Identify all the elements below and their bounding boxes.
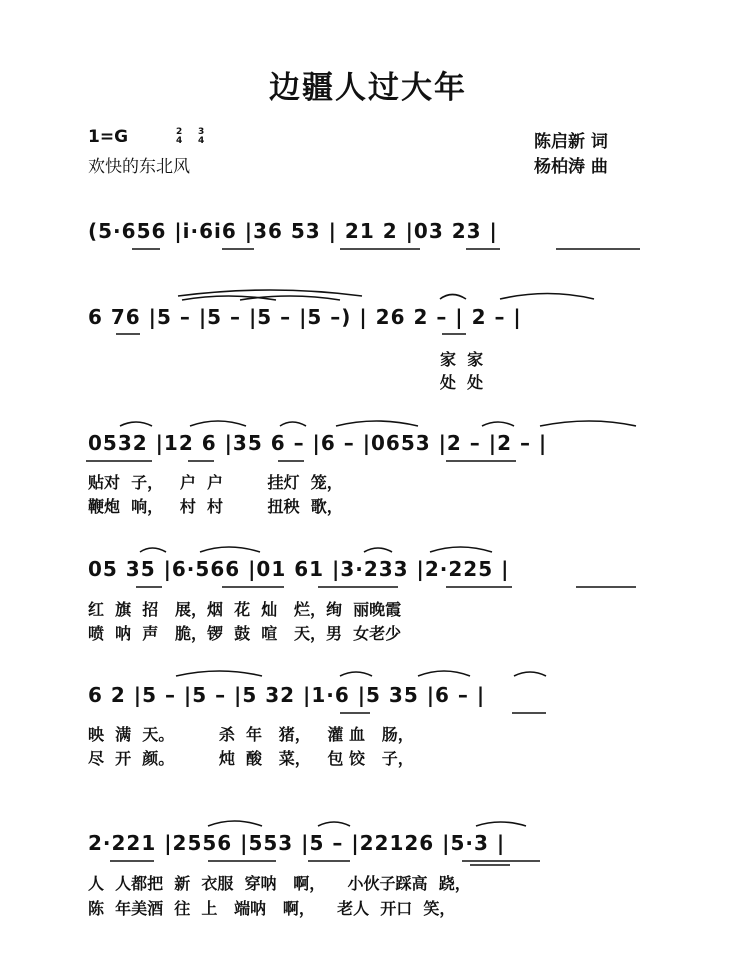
system-2-lyrics-1: 家 家 — [440, 350, 484, 369]
time-signature-3-4: 3 4 — [198, 127, 205, 146]
lyricist: 陈启新 词 — [534, 132, 608, 152]
system-3-notes: 0532 |12 6 |35 6 – |6 – |0653 |2 – |2 – | — [88, 431, 548, 455]
system-5-notes: 6 2 |5 – |5 – |5 32 |1·6 |5 35 |6 – | — [88, 683, 486, 707]
key-signature: 1=G — [88, 127, 129, 147]
system-5-lyrics-2: 尽 开 颜。 炖 酸 菜， 包 饺 子， — [88, 749, 414, 768]
system-6-lyrics-2: 陈 年美酒 往 上 端呐 啊， 老人 开口 笑， — [88, 899, 456, 918]
system-3-lyrics-1: 贴对 子， 户 户 挂灯 笼， — [88, 473, 343, 492]
system-6-lyrics-1: 人 人都把 新 衣服 穿呐 啊， 小伙子踩高 跷， — [88, 874, 471, 893]
time-signature-2-4: 2 4 — [176, 127, 183, 146]
song-title: 边疆人过大年 — [269, 70, 467, 106]
system-4-lyrics-2: 喷 呐 声 脆，锣 鼓 喧 天，男 女老少 — [88, 624, 402, 643]
system-2-lyrics-2: 处 处 — [440, 373, 484, 392]
system-1-notes: (5·656 |i·6i6 |36 53 | 21 2 |03 23 | — [88, 219, 498, 243]
system-3-lyrics-2: 鞭炮 响， 村 村 扭秧 歌， — [88, 497, 343, 516]
system-4-notes: 05 35 |6·566 |01 61 |3·233 |2·225 | — [88, 557, 510, 581]
system-5-lyrics-1: 映 满 天。 杀 年 猪， 灌 血 肠， — [88, 725, 414, 744]
system-4-lyrics-1: 红 旗 招 展，烟 花 灿 烂，绚 丽晚霞 — [88, 600, 402, 619]
system-2-notes: 6 76 |5 – |5 – |5 – |5 –) | 26 2 – | 2 – | — [88, 305, 522, 329]
tempo-marking: 欢快的东北风 — [88, 157, 190, 177]
composer: 杨柏涛 曲 — [534, 157, 608, 177]
system-6-notes: 2·221 |2556 |553 |5 – |22126 |5·3 | — [88, 831, 506, 855]
